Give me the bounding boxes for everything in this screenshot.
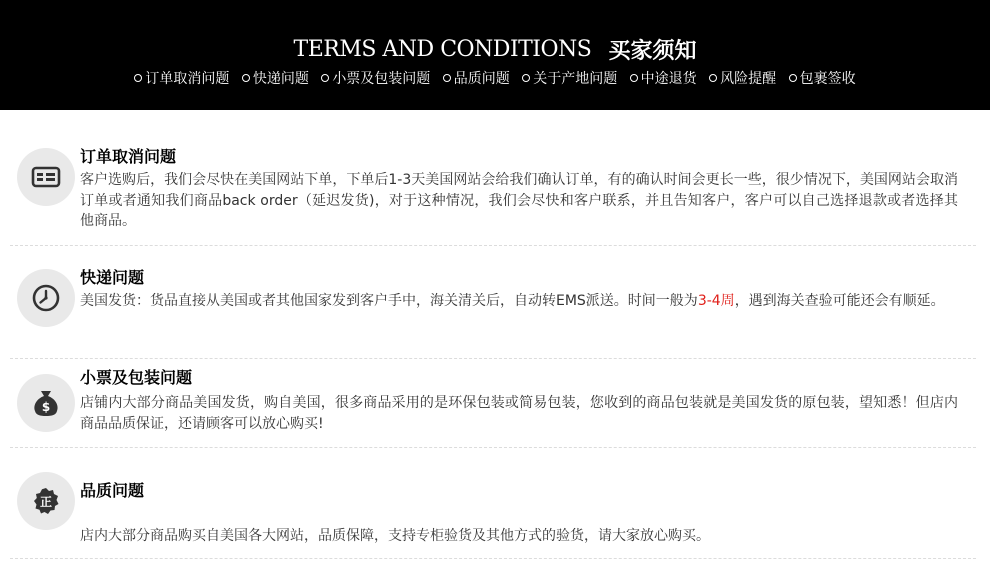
title-english: TERMS AND CONDITIONS <box>293 37 592 62</box>
nav-item-sign[interactable]: 包裹签收 <box>789 68 856 88</box>
circle-bullet-icon <box>709 74 717 82</box>
circle-bullet-icon <box>789 74 797 82</box>
card-icon <box>17 148 75 206</box>
svg-text:正: 正 <box>39 495 53 509</box>
svg-text:$: $ <box>41 400 51 414</box>
section-body: 店内大部分商品购买自美国各大网站，品质保障，支持专柜验货及其他方式的验货，请大家放心购买。 <box>80 528 710 544</box>
clock-icon <box>17 269 75 327</box>
section-body: 店铺内大部分商品美国发货，购自美国，很多商品采用的是环保包装或简易包装，您收到的商品包装就是美国发货的原包装，望知悉！但店内商品品质保证，还请顾客可以放心购买! <box>80 395 958 432</box>
circle-bullet-icon <box>443 74 451 82</box>
page-title <box>0 34 990 65</box>
circle-bullet-icon <box>630 74 638 82</box>
delivery-time-highlight: 3-4周 <box>697 293 735 309</box>
section-title: 快递问题 <box>80 268 145 287</box>
section-title: 订单取消问题 <box>80 147 177 166</box>
section-nav <box>0 68 990 88</box>
nav-item-return[interactable]: 中途退货 <box>630 68 697 88</box>
money-bag-icon <box>17 374 75 432</box>
divider <box>10 245 976 246</box>
title-chinese: 买家须知 <box>608 39 697 64</box>
header-banner <box>0 0 990 110</box>
divider <box>10 558 976 559</box>
nav-item-quality[interactable]: 品质问题 <box>443 68 510 88</box>
nav-item-order-cancel[interactable]: 订单取消问题 <box>134 68 229 88</box>
section-body: 美国发货：货品直接从美国或者其他国家发到客户手中，海关清关后，自动转EMS派送。时间一般为3-4周，遇到海关查验可能还会有顺延。 <box>80 293 945 309</box>
circle-bullet-icon <box>321 74 329 82</box>
nav-item-receipt-packaging[interactable]: 小票及包装问题 <box>321 68 430 88</box>
divider <box>10 447 976 448</box>
seal-icon <box>17 472 75 530</box>
nav-item-risk[interactable]: 风险提醒 <box>709 68 776 88</box>
circle-bullet-icon <box>522 74 530 82</box>
circle-bullet-icon <box>134 74 142 82</box>
circle-bullet-icon <box>242 74 250 82</box>
nav-item-origin[interactable]: 关于产地问题 <box>522 68 617 88</box>
nav-item-shipping[interactable]: 快递问题 <box>242 68 309 88</box>
divider <box>10 358 976 359</box>
section-body: 客户选购后，我们会尽快在美国网站下单，下单后1-3天美国网站会给我们确认订单，有的确认时间会更长一些，很少情况下，美国网站会取消订单或者通知我们商品back order（延迟发货)，对于这种情况，我们会尽快和客户联系，并且告知客户，客户可以自己选择退款或者选择其他商品。 <box>80 172 958 229</box>
section-title: 小票及包装问题 <box>80 368 193 387</box>
section-title: 品质问题 <box>80 481 145 500</box>
